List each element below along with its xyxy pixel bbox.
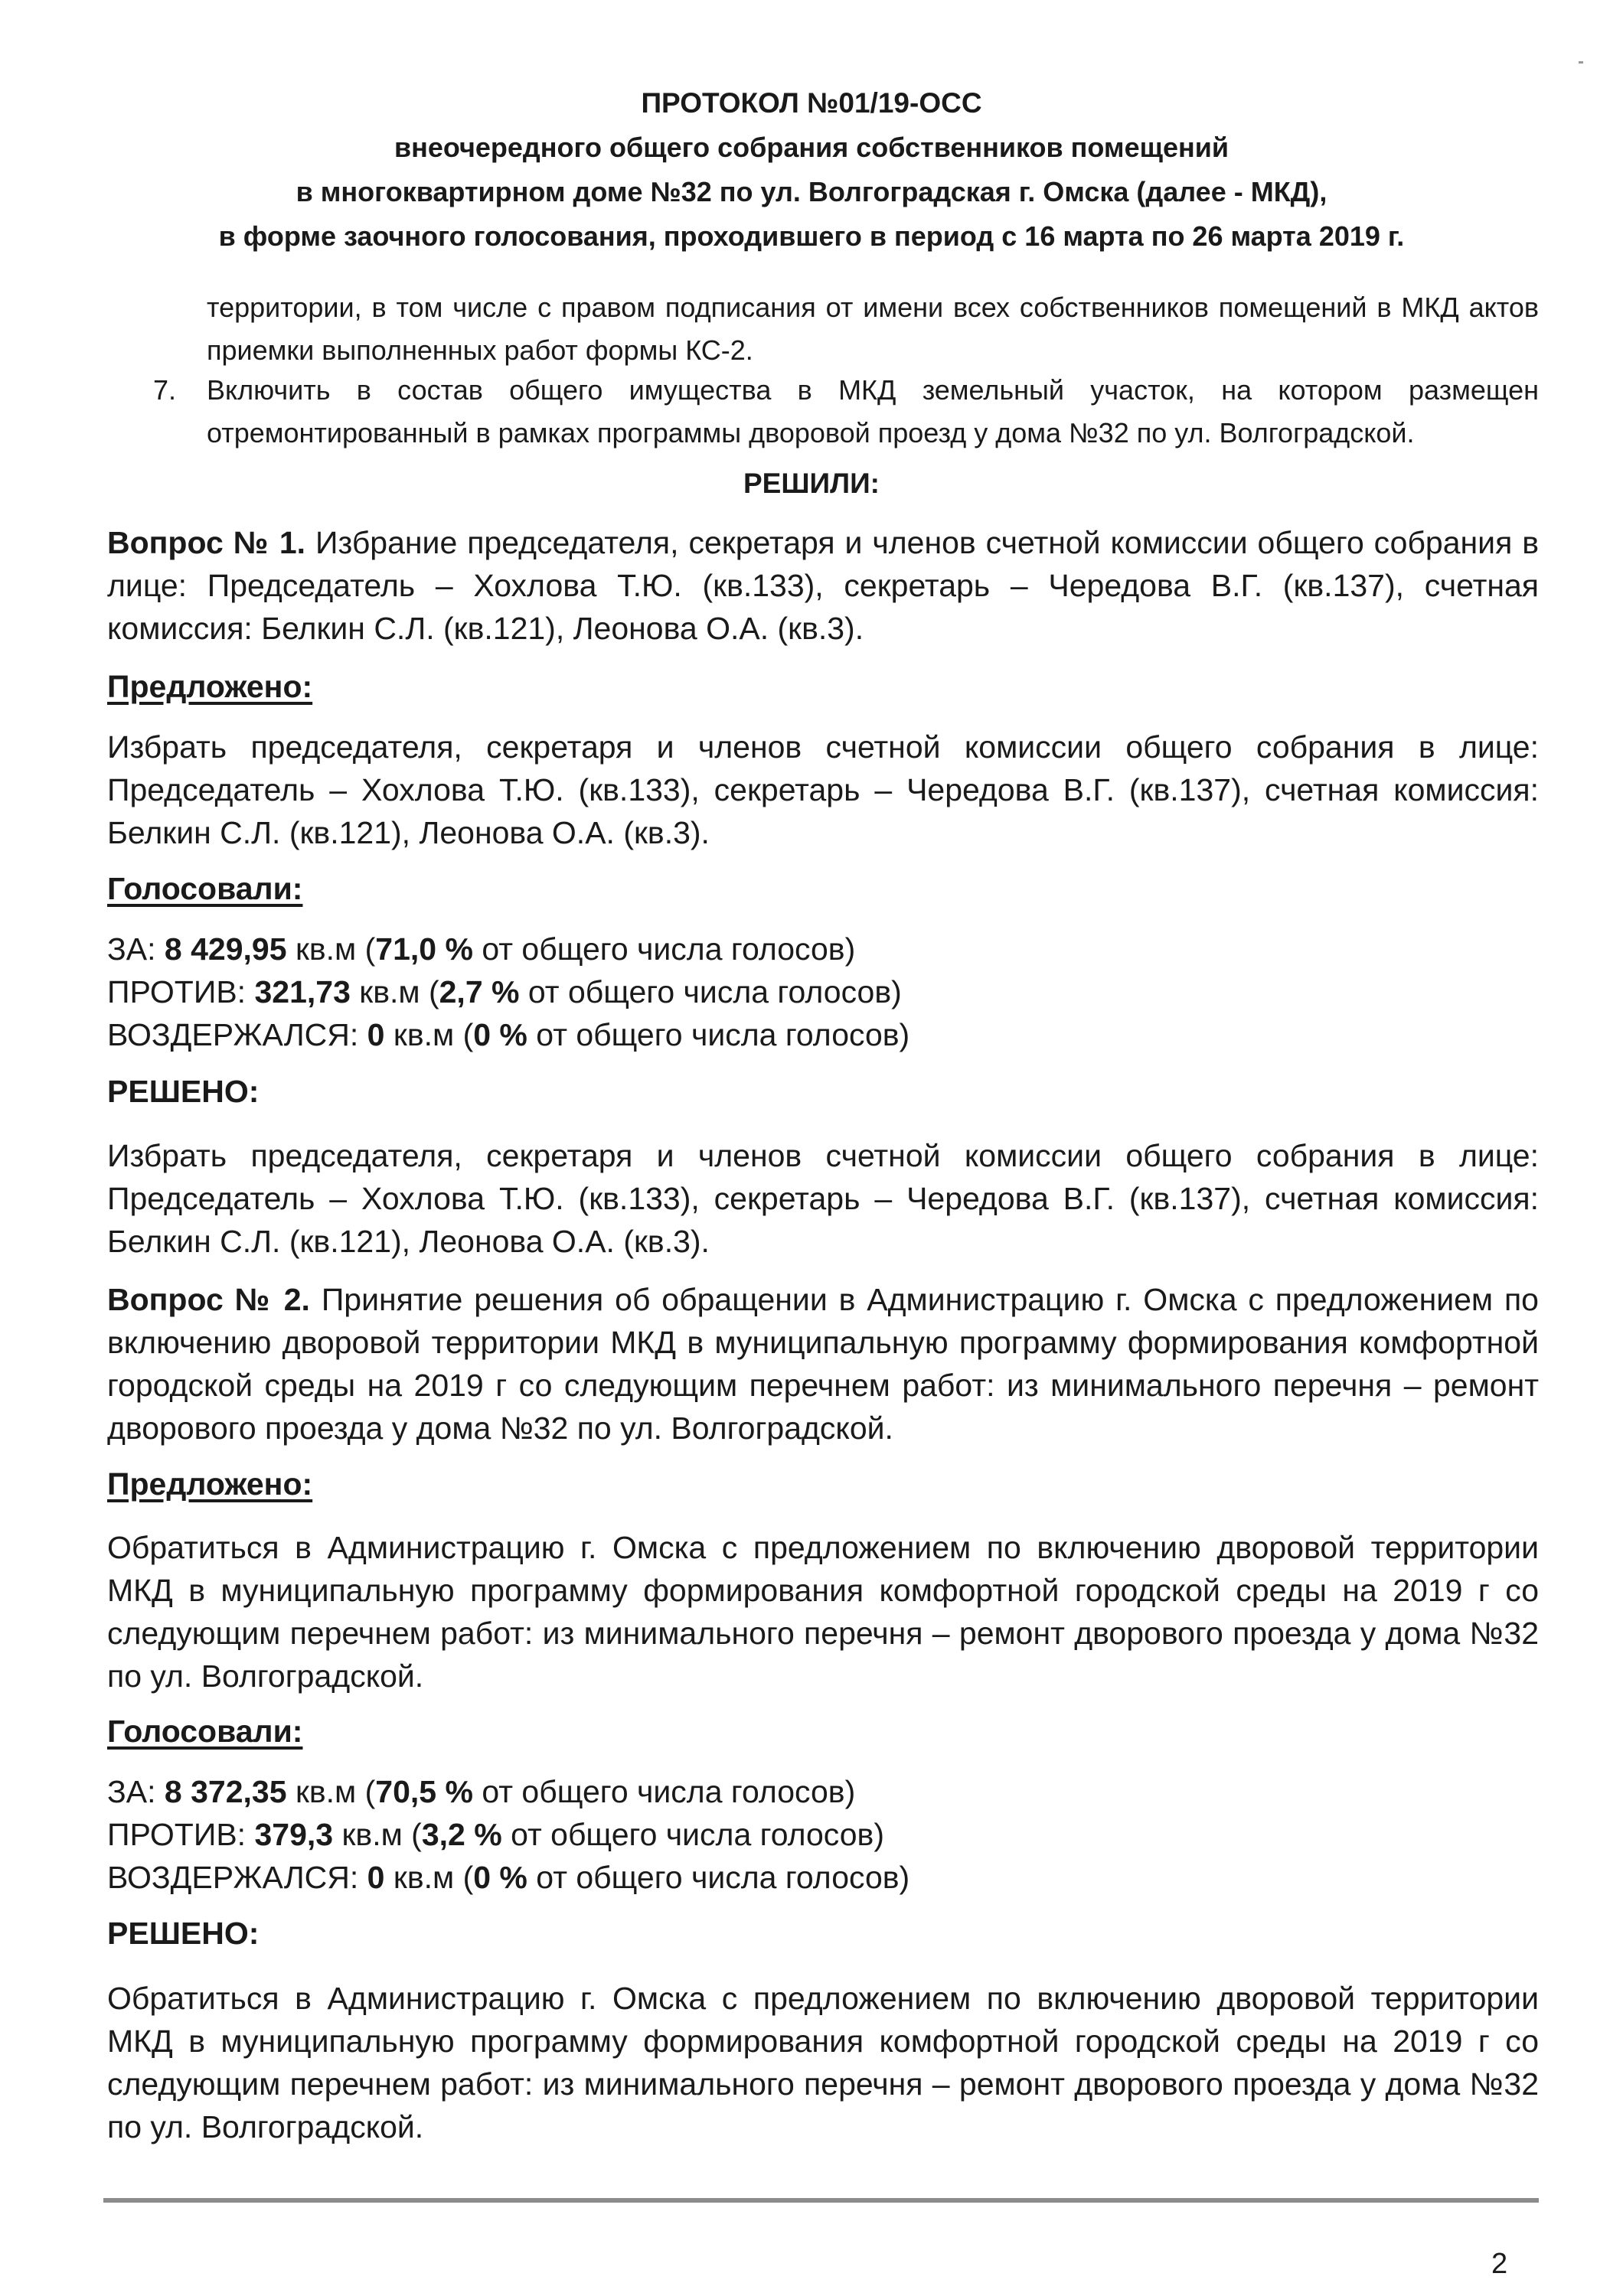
header-line-2: в многоквартирном доме №32 по ул. Волгоградская г. Омска (далее - МКД), (296, 176, 1327, 207)
q2-proposed-label: Предложено: (107, 1466, 313, 1502)
q1-voted-label: Голосовали: (107, 871, 303, 906)
list-item-text: Включить в состав общего имущества в МКД земельный участок, на котором размещен отремонтированный в рамках программы дворовой проезд у дома №32 по ул. Волгоградской. (207, 374, 1539, 448)
q2-resolved-text: Обратиться в Администрацию г. Омска с предложением по включению дворовой территории МКД в муниципальную программу формирования комфортной городской среды на 2019 г со следующим перечнем работ: из минимального перечня – ремонт дворового проезда у дома №32 по ул. Волгоградской. (107, 1981, 1539, 2144)
q2-resolved-label-row (107, 1912, 1539, 1955)
q2-voted-label-row (107, 1710, 1539, 1753)
footer-divider (103, 2198, 1539, 2203)
decided-heading: РЕШИЛИ: (743, 468, 880, 499)
q2-resolved-label: РЕШЕНО: (107, 1916, 260, 1951)
list-item-number: 7. (153, 374, 177, 406)
q2-vote-against: ПРОТИВ: 379,3 кв.м (3,2 % от общего числа голосов) (107, 1817, 884, 1852)
question-2 (107, 1278, 1539, 1450)
q1-resolved-label-row (107, 1070, 1539, 1113)
question-1 (107, 521, 1539, 650)
q1-proposed-label: Предложено: (107, 669, 313, 704)
q1-proposed-text: Избрать председателя, секретаря и членов счетной комиссии общего собрания в лице: Председатель – Хохлова Т.Ю. (кв.133), секретарь – Чередова В.Г. (кв.137), счетная комиссия: Белкин С.Л. (кв.121), Леонова О.А. (кв.3). (107, 729, 1539, 850)
question-1-text: Избрание председателя, секретаря и членов счетной комиссии общего собрания в лице: Председатель – Хохлова Т.Ю. (кв.133), секретарь – Чередова В.Г. (кв.137), счетная комиссия: Белкин С.Л. (кв.121), Леонова О.А. (кв.3). (107, 525, 1539, 646)
header-line-3: в форме заочного голосования, проходившего в период с 16 марта по 26 марта 2019 г. (218, 220, 1405, 252)
question-2-label: Вопрос № 2. (107, 1282, 310, 1317)
continuation-text: территории, в том числе с правом подписания от имени всех собственников помещений в МКД актов приемки выполненных работ формы КС-2. (207, 292, 1539, 366)
q2-proposed-label-row (107, 1463, 1539, 1505)
q2-votes (107, 1770, 1539, 1899)
document-header (0, 81, 1623, 259)
question-1-label: Вопрос № 1. (107, 525, 306, 560)
q1-vote-for: ЗА: 8 429,95 кв.м (71,0 % от общего числа голосов) (107, 931, 856, 967)
q1-vote-against: ПРОТИВ: 321,73 кв.м (2,7 % от общего числа голосов) (107, 974, 902, 1009)
q1-proposed-label-row (107, 665, 1539, 708)
list-item-7 (153, 369, 1539, 455)
q1-vote-abstain: ВОЗДЕРЖАЛСЯ: 0 кв.м (0 % от общего числа голосов) (107, 1017, 910, 1052)
q2-proposed-text: Обратиться в Администрацию г. Омска с предложением по включению дворовой территории МКД в муниципальную программу формирования комфортной городской среды на 2019 г со следующим перечнем работ: из минимального перечня – ремонт дворового проезда у дома №32 по ул. Волгоградской. (107, 1530, 1539, 1694)
q1-resolved-label: РЕШЕНО: (107, 1074, 260, 1109)
header-line-1: внеочередного общего собрания собственников помещений (394, 132, 1229, 163)
q1-voted-label-row (107, 867, 1539, 910)
scan-speck (1579, 61, 1583, 64)
q1-votes (107, 928, 1539, 1056)
page-number: 2 (1491, 2248, 1508, 2280)
q1-resolved-text: Избрать председателя, секретаря и членов счетной комиссии общего собрания в лице: Председатель – Хохлова Т.Ю. (кв.133), секретарь – Чередова В.Г. (кв.137), счетная комиссия: Белкин С.Л. (кв.121), Леонова О.А. (кв.3). (107, 1138, 1539, 1259)
question-2-text: Принятие решения об обращении в Администрацию г. Омска с предложением по включению дворовой территории МКД в муниципальную программу формирования комфортной городской среды на 2019 г со следующим перечнем работ: из минимального перечня – ремонт дворового проезда у дома №32 по ул. Волгоградской. (107, 1282, 1539, 1446)
q2-vote-abstain: ВОЗДЕРЖАЛСЯ: 0 кв.м (0 % от общего числа голосов) (107, 1860, 910, 1895)
q2-vote-for: ЗА: 8 372,35 кв.м (70,5 % от общего числа голосов) (107, 1774, 856, 1809)
protocol-title: ПРОТОКОЛ №01/19-ОСС (641, 87, 982, 119)
q2-voted-label: Голосовали: (107, 1714, 303, 1749)
